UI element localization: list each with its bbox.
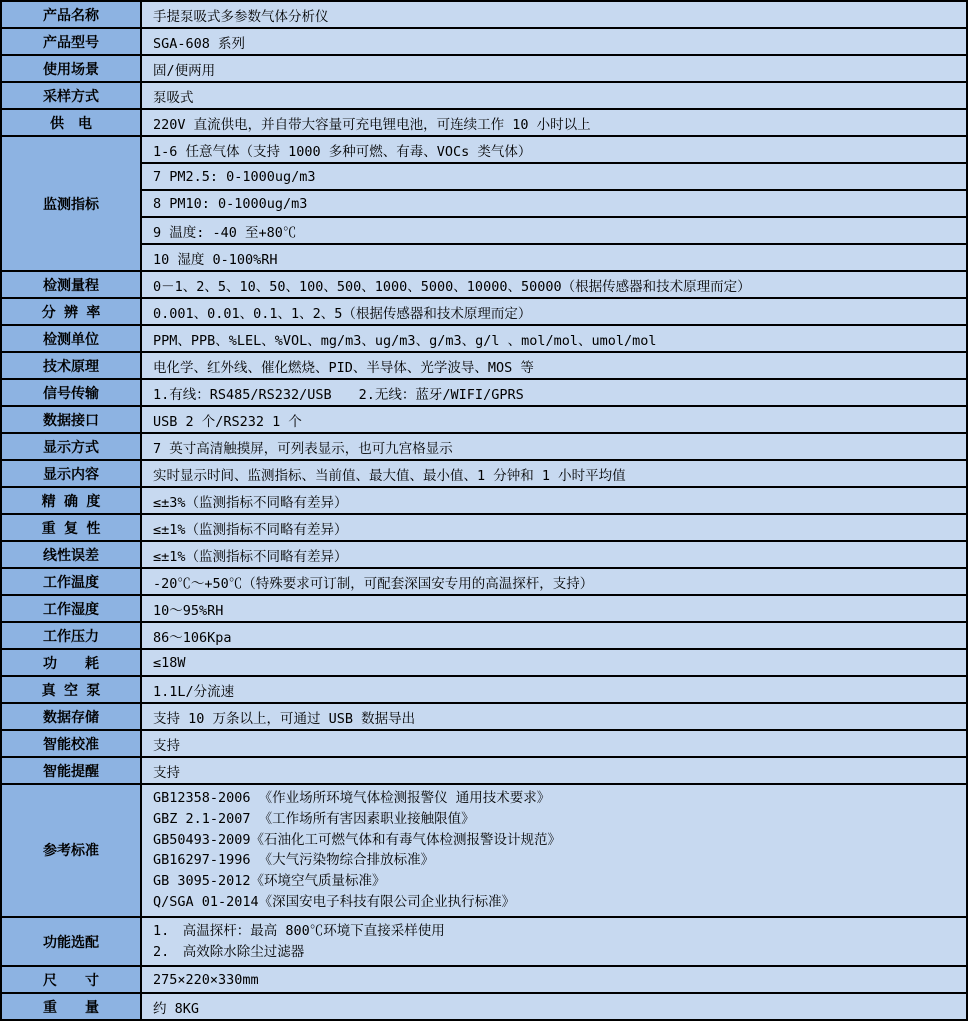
spec-value-cell: 手提泵吸式多参数气体分析仪 (141, 1, 967, 28)
spec-value-cell: PPM、PPB、%LEL、%VOL、mg/m3、ug/m3、g/m3、g/l 、mol/mol、umol/mol (141, 325, 967, 352)
spec-row (1, 993, 967, 1020)
spec-value-cell: 1.有线：RS485/RS232/USB 2.无线：蓝牙/WIFI/GPRS (141, 379, 967, 406)
spec-value-cell: ≤±3%（监测指标不同略有差异） (141, 487, 967, 514)
spec-row (1, 298, 967, 325)
spec-label-cell: 智能校准 (1, 730, 141, 757)
spec-row (1, 271, 967, 298)
spec-row (1, 82, 967, 109)
spec-value-cell: 8 PM10: 0-1000ug/m3 (141, 190, 967, 217)
spec-label-cell: 工作温度 (1, 568, 141, 595)
spec-value-cell: 电化学、红外线、催化燃烧、PID、半导体、光学波导、MOS 等 (141, 352, 967, 379)
spec-label-cell: 功 耗 (1, 649, 141, 676)
spec-value-cell: 约 8KG (141, 993, 967, 1020)
spec-label-cell: 技术原理 (1, 352, 141, 379)
spec-sub-row (1, 163, 967, 190)
spec-value-cell: 1-6 任意气体（支持 1000 多种可燃、有毒、VOCs 类气体） (141, 136, 967, 163)
spec-value-cell: 7 PM2.5: 0-1000ug/m3 (141, 163, 967, 190)
spec-value-cell: 0－1、2、5、10、50、100、500、1000、5000、10000、50000（根据传感器和技术原理而定） (141, 271, 967, 298)
spec-value-line: GBZ 2.1-2007 《工作场所有害因素职业接触限值》 (153, 810, 475, 827)
spec-label-cell: 信号传输 (1, 379, 141, 406)
spec-value-cell: 支持 10 万条以上，可通过 USB 数据导出 (141, 703, 967, 730)
spec-label-cell: 功能选配 (1, 917, 141, 967)
spec-table-body (1, 1, 967, 1020)
spec-label-cell: 检测量程 (1, 271, 141, 298)
spec-value-cell: -20℃～+50℃（特殊要求可订制，可配套深国安专用的高温探杆，支持） (141, 568, 967, 595)
spec-value-cell: 10 湿度 0-100%RH (141, 244, 967, 271)
spec-value-line: GB12358-2006 《作业场所环境气体检测报警仪 通用技术要求》 (153, 790, 551, 806)
spec-row (1, 487, 967, 514)
spec-value-cell: 1.1L/分流速 (141, 676, 967, 703)
spec-label-cell: 使用场景 (1, 55, 141, 82)
spec-label-cell: 监测指标 (1, 136, 141, 271)
spec-value-cell: 7 英寸高清触摸屏，可列表显示，也可九宫格显示 (141, 433, 967, 460)
spec-label-cell: 显示方式 (1, 433, 141, 460)
spec-row (1, 460, 967, 487)
spec-row (1, 433, 967, 460)
spec-label-cell: 线性误差 (1, 541, 141, 568)
spec-value-cell: 固/便两用 (141, 55, 967, 82)
spec-sub-row (1, 244, 967, 271)
spec-row (1, 784, 967, 917)
spec-label-cell: 参考标准 (1, 784, 141, 917)
spec-label-cell: 重 量 (1, 993, 141, 1020)
spec-row (1, 514, 967, 541)
spec-value-line: Q/SGA 01-2014《深国安电子科技有限公司企业执行标准》 (153, 893, 516, 910)
spec-sub-row (1, 136, 967, 163)
spec-value-cell: SGA-608 系列 (141, 28, 967, 55)
spec-row (1, 676, 967, 703)
spec-value-cell: 支持 (141, 730, 967, 757)
spec-value-cell: 实时显示时间、监测指标、当前值、最大值、最小值、1 分钟和 1 小时平均值 (141, 460, 967, 487)
spec-label-cell: 数据接口 (1, 406, 141, 433)
spec-sub-row (1, 217, 967, 244)
spec-value-cell: 220V 直流供电，并自带大容量可充电锂电池，可连续工作 10 小时以上 (141, 109, 967, 136)
spec-row (1, 649, 967, 676)
spec-label-cell: 采样方式 (1, 82, 141, 109)
spec-value-cell (141, 784, 967, 917)
spec-value-cell: USB 2 个/RS232 1 个 (141, 406, 967, 433)
spec-label-cell: 尺 寸 (1, 966, 141, 993)
spec-row (1, 1, 967, 28)
spec-value-cell: 86～106Kpa (141, 622, 967, 649)
spec-value-cell (141, 917, 967, 967)
spec-label-cell: 产品名称 (1, 1, 141, 28)
spec-value-line: GB 3095-2012《环境空气质量标准》 (153, 873, 386, 890)
spec-row (1, 757, 967, 784)
spec-label-cell: 产品型号 (1, 28, 141, 55)
spec-row (1, 406, 967, 433)
spec-value-line: GB16297-1996 《大气污染物综合排放标准》 (153, 852, 435, 869)
spec-label-cell: 数据存储 (1, 703, 141, 730)
spec-row (1, 55, 967, 82)
spec-label-cell: 显示内容 (1, 460, 141, 487)
spec-label-cell: 工作压力 (1, 622, 141, 649)
spec-row (1, 622, 967, 649)
spec-value-cell: ≤±1%（监测指标不同略有差异） (141, 514, 967, 541)
spec-value-cell: 275×220×330mm (141, 966, 967, 993)
spec-row (1, 966, 967, 993)
spec-row (1, 568, 967, 595)
spec-label-cell: 智能提醒 (1, 757, 141, 784)
spec-row (1, 730, 967, 757)
spec-row (1, 917, 967, 967)
spec-value-cell: 泵吸式 (141, 82, 967, 109)
spec-value-cell: ≤±1%（监测指标不同略有差异） (141, 541, 967, 568)
spec-value-cell: 0.001、0.01、0.1、1、2、5（根据传感器和技术原理而定） (141, 298, 967, 325)
spec-value-cell: ≤18W (141, 649, 967, 676)
spec-label-cell: 重 复 性 (1, 514, 141, 541)
spec-label-cell: 分 辨 率 (1, 298, 141, 325)
spec-label-cell: 工作湿度 (1, 595, 141, 622)
spec-value-line: 2. 高效除水除尘过滤器 (153, 943, 305, 960)
spec-label-cell: 检测单位 (1, 325, 141, 352)
spec-row (1, 325, 967, 352)
spec-row (1, 352, 967, 379)
spec-label-cell: 精 确 度 (1, 487, 141, 514)
spec-row (1, 595, 967, 622)
spec-label-cell: 供 电 (1, 109, 141, 136)
spec-value-cell: 10～95%RH (141, 595, 967, 622)
spec-value-line: GB50493-2009《石油化工可燃气体和有毒气体检测报警设计规范》 (153, 831, 562, 848)
spec-row (1, 28, 967, 55)
spec-row (1, 109, 967, 136)
spec-value-line: 1. 高温探杆：最高 800℃环境下直接采样使用 (153, 922, 445, 939)
spec-value-cell: 9 温度: -40 至+80℃ (141, 217, 967, 244)
spec-value-cell: 支持 (141, 757, 967, 784)
spec-row (1, 541, 967, 568)
spec-row (1, 703, 967, 730)
spec-label-cell: 真 空 泵 (1, 676, 141, 703)
spec-row (1, 379, 967, 406)
spec-sub-row (1, 190, 967, 217)
